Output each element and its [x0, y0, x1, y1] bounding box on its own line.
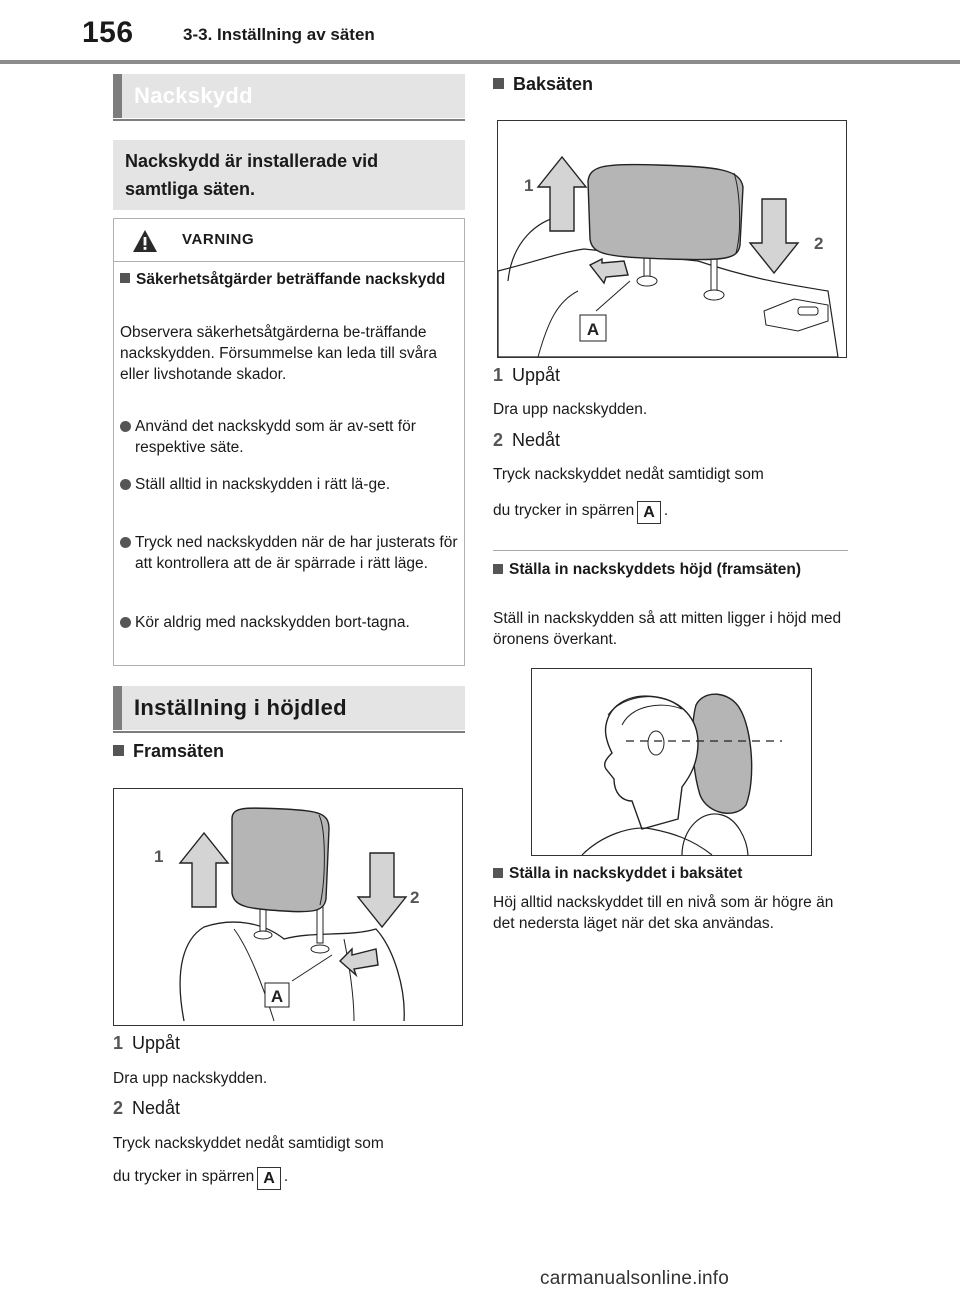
- rear-step-1: 1 Uppåt: [493, 365, 561, 385]
- front-seats-heading: Framsäten: [113, 741, 224, 762]
- front-step-2: 2 Nedåt: [113, 1098, 181, 1118]
- square-bullet-icon: [493, 868, 503, 878]
- label-1: 1: [154, 847, 164, 866]
- front-headrest-figure: [113, 788, 463, 1026]
- adjust-front-text: Ställ in nackskydden så att mitten ligger i höjd med öronens överkant.: [493, 610, 842, 648]
- rear-step-2-text: Tryck nackskyddet nedåt samtidigt som: [493, 466, 764, 483]
- label-a: A: [586, 320, 600, 339]
- warning-paragraph: Observera säkerhetsåtgärderna be-träffande nackskydden. Försummelse kan leda till svåra eller livshotande skador.: [120, 324, 438, 383]
- bullet-dot-icon: [120, 421, 131, 432]
- divider: [493, 550, 848, 551]
- rear-headrest-figure: [497, 120, 847, 358]
- warning-title: VARNING: [182, 231, 255, 248]
- adjust-rear-heading: Ställa in nackskyddet i baksätet: [493, 863, 848, 884]
- title-hojdled: Inställning i höjdled: [134, 695, 347, 720]
- rear-step-2-text-2: du trycker in spärren A .: [493, 500, 668, 524]
- latch-badge: A: [257, 1167, 281, 1190]
- watermark: carmanualsonline.info: [540, 1268, 730, 1289]
- bullet-dot-icon: [120, 617, 131, 628]
- square-bullet-icon: [113, 745, 124, 756]
- title-bar-hojdled: [113, 686, 465, 730]
- front-step-2-text: Tryck nackskyddet nedåt samtidigt som: [113, 1135, 384, 1152]
- warning-bullet-3: Tryck ned nackskydden när de har justerats för att kontrollera att de är spärrade i rätt läge.: [120, 532, 460, 574]
- rear-seats-heading: Baksäten: [493, 74, 593, 95]
- section-title: 3-3. Inställning av säten: [183, 25, 375, 44]
- rear-headrest-illustration: [498, 121, 846, 357]
- warning-bullet-1: Använd det nackskydd som är av-sett för respektive säte.: [120, 416, 460, 458]
- front-step-1-text: Dra upp nackskydden.: [113, 1070, 268, 1087]
- front-step-2-text-2: du trycker in spärren A .: [113, 1166, 288, 1190]
- bullet-dot-icon: [120, 537, 131, 548]
- rear-step-1-text: Dra upp nackskydden.: [493, 401, 648, 418]
- header-rule: [0, 60, 960, 64]
- label-2: 2: [410, 888, 420, 907]
- title-bar-nackskydd: [113, 74, 465, 118]
- warning-heading: Säkerhetsåtgärder beträffande nackskydd: [120, 269, 460, 290]
- warning-triangle-icon: [132, 229, 158, 253]
- page-number: 156: [82, 16, 134, 49]
- warning-bullet-2: Ställ alltid in nackskydden i rätt lä-ge.: [120, 474, 460, 495]
- intro-box: [113, 140, 465, 210]
- front-step-1: 1 Uppåt: [113, 1033, 181, 1053]
- label-2: 2: [814, 234, 824, 253]
- adjust-rear-text: Höj alltid nackskyddet till en nivå som är högre än det nedersta läget när det ska användas.: [493, 894, 834, 932]
- warning-box: [113, 218, 465, 666]
- warning-header: [114, 219, 464, 262]
- square-bullet-icon: [493, 564, 503, 574]
- warning-bullet-4: Kör aldrig med nackskydden bort-tagna.: [120, 612, 460, 633]
- front-headrest-illustration: [114, 789, 462, 1025]
- head-position-illustration: [532, 669, 811, 855]
- square-bullet-icon: [493, 78, 504, 89]
- square-bullet-icon: [120, 273, 130, 283]
- label-1: 1: [524, 176, 534, 195]
- rear-step-2: 2 Nedåt: [493, 430, 561, 450]
- title-nackskydd: Nackskydd: [134, 83, 253, 108]
- latch-badge: A: [637, 501, 661, 524]
- label-a: A: [270, 987, 284, 1006]
- intro-text: Nackskydd är installerade vid samtliga säten.: [125, 151, 379, 199]
- adjust-front-heading: Ställa in nackskyddets höjd (framsäten): [493, 559, 848, 580]
- bullet-dot-icon: [120, 479, 131, 490]
- head-position-figure: [531, 668, 812, 856]
